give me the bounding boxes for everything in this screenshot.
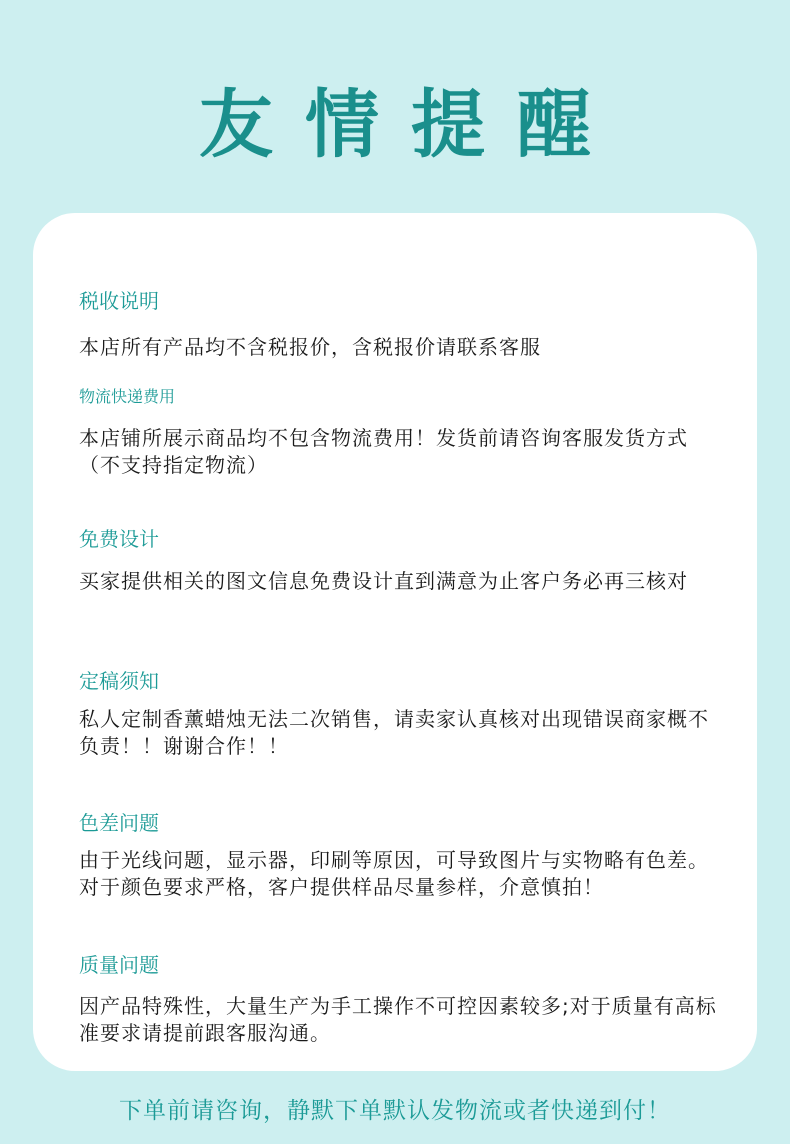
section-body-quality: 因产品特殊性，大量生产为手工操作不可控因素较多;对于质量有高标准要求请提前跟客服沟通。 bbox=[79, 994, 717, 1045]
section-heading-tax: 税收说明 bbox=[79, 289, 159, 313]
section-body-final: 私人定制香薰蜡烛无法二次销售，请卖家认真核对出现错误商家概不负责！！谢谢合作！！ bbox=[79, 707, 709, 758]
section-heading-color: 色差问题 bbox=[79, 811, 159, 835]
footer-notice: 下单前请咨询，静默下单默认发物流或者快递到付！ bbox=[119, 1098, 671, 1124]
section-heading-quality: 质量问题 bbox=[79, 953, 159, 977]
section-body-color: 由于光线问题，显示器，印刷等原因，可导致图片与实物略有色差。对于颜色要求严格，客户提供样品尽量参样，介意慎拍！ bbox=[79, 848, 709, 899]
page-title: 友情提醒 bbox=[199, 82, 623, 168]
section-heading-final: 定稿须知 bbox=[79, 669, 159, 693]
section-heading-design: 免费设计 bbox=[79, 527, 159, 551]
section-body-design: 买家提供相关的图文信息免费设计直到满意为止客户务必再三核对 bbox=[79, 569, 688, 593]
section-body-shipping: 本店铺所展示商品均不包含物流费用！发货前请咨询客服发货方式（不支持指定物流） bbox=[79, 426, 688, 477]
section-body-tax: 本店所有产品均不含税报价，含税报价请联系客服 bbox=[79, 335, 541, 359]
section-heading-shipping: 物流快递费用 bbox=[79, 387, 176, 406]
